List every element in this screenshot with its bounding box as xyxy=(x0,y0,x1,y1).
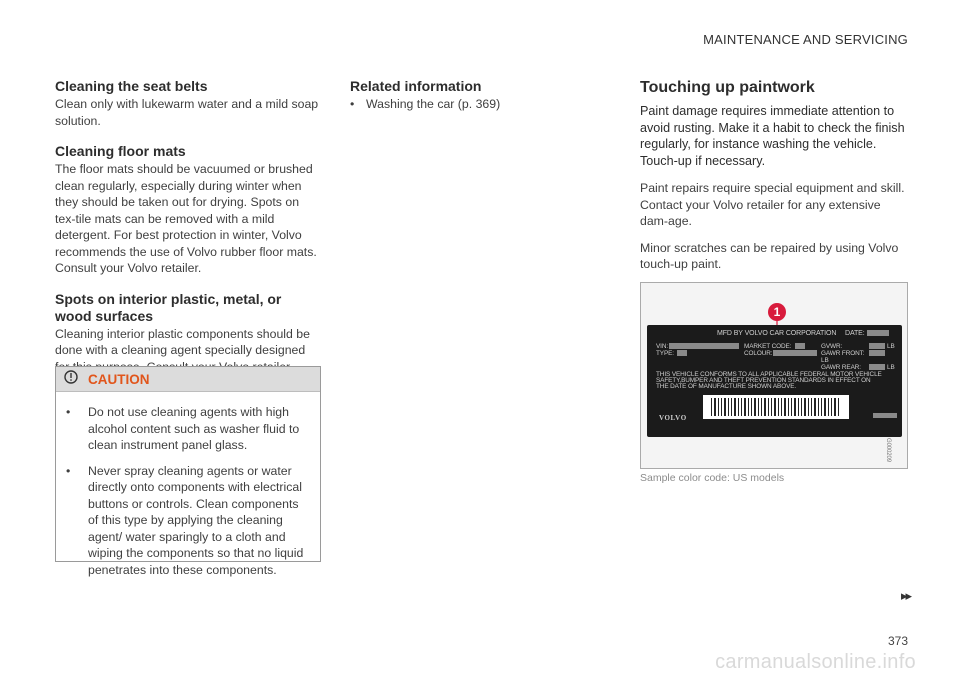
gvwr-field xyxy=(869,343,885,349)
seat-belts-heading: Cleaning the seat belts xyxy=(55,78,208,94)
caution-box xyxy=(55,366,321,577)
color-code-figure xyxy=(640,282,908,469)
barcode-bars xyxy=(703,395,849,419)
floor-mats-heading: Cleaning floor mats xyxy=(55,143,186,159)
next-page-icon[interactable]: ▸▸ xyxy=(900,588,910,603)
middle-column xyxy=(350,78,600,120)
paint-repairs-paragraph: Paint repairs require special equipment and skill. Contact your Volvo retailer for any extensive dam-age. xyxy=(640,181,905,228)
caution-header xyxy=(56,367,320,392)
section-header: MAINTENANCE AND SERVICING xyxy=(703,32,908,47)
date-field xyxy=(867,330,889,336)
lb-unit: LB xyxy=(887,343,895,350)
serial-field xyxy=(873,413,897,418)
caution-item: • Do not use cleaning agents with high alcohol content such as washer fluid to clean instrument panel glass. xyxy=(66,405,300,452)
interior-spots-body: Cleaning interior plastic components should be done with a cleaning agent specially designed xyxy=(55,326,310,357)
mfd-text: MFD BY VOLVO CAR CORPORATION xyxy=(717,330,837,337)
caution-title: CAUTION xyxy=(88,371,150,387)
market-code-field xyxy=(795,343,805,349)
floor-mats-body: The floor mats should be vacuumed or brushed clean regularly, especially during winter when they should be taken out for drying. Spots on tex-tile mats can be removed with a mild detergent. For best protection in winter, Volvo recommends the use of Volvo rubber floor mats. Consult your Volvo retailer. xyxy=(55,162,317,275)
gawr-rear-text: GAWR REAR: xyxy=(821,364,861,371)
callout-marker: 1 xyxy=(768,303,786,321)
colour-field xyxy=(773,350,817,356)
colour-text: COLOUR: xyxy=(744,350,773,357)
type-field xyxy=(677,350,687,356)
vin-text: VIN: xyxy=(656,343,669,350)
gawr-front-text: GAWR FRONT: xyxy=(821,350,865,357)
vehicle-label-plate xyxy=(647,325,902,437)
watermark: carmanualsonline.info xyxy=(715,651,916,673)
date-text: DATE: xyxy=(845,330,865,337)
gawr-rear-field xyxy=(869,364,885,370)
figure-id: G000209 xyxy=(885,438,891,462)
right-column xyxy=(640,78,908,312)
lb-unit: LB xyxy=(887,364,895,371)
related-info-heading: Related information xyxy=(350,78,482,94)
market-code-text: MARKET CODE: xyxy=(744,343,792,350)
type-text: TYPE: xyxy=(656,350,674,357)
caution-item: • Never spray cleaning agents or water directly onto components with electrical buttons or controls. Clean components of this type by applying the cleaning agent/ water sparingly to a cloth and wiping the components so that no liquid penetrates into these components. xyxy=(66,463,304,577)
interior-spots-heading: Spots on interior plastic, metal, or wood surfaces xyxy=(55,290,282,324)
lb-unit: LB xyxy=(821,357,829,364)
minor-scratches-paragraph: Minor scratches can be repaired by using Volvo touch-up paint. xyxy=(640,240,899,271)
page-number: 373 xyxy=(887,634,908,648)
vin-field xyxy=(669,343,739,349)
touch-up-lead: Paint damage requires immediate attention to avoid rusting. Make it a habit to check the finish regularly, for instance washing the vehicle. Touch-up if necessary. xyxy=(640,104,905,168)
gawr-front-field xyxy=(869,350,885,356)
conformity-line-2: SAFETY,BUMPER AND THEFT PREVENTION STANDARDS IN EFFECT ON xyxy=(656,377,871,384)
figure-caption: Sample color code: US models xyxy=(640,472,785,484)
warning-circle-icon xyxy=(64,370,78,389)
left-column xyxy=(55,78,321,385)
touch-up-heading: Touching up paintwork xyxy=(640,79,815,96)
gvwr-text: GVWR: xyxy=(821,343,843,350)
conformity-line-1: THIS VEHICLE CONFORMS TO ALL APPLICABLE FEDERAL MOTOR VEHICLE xyxy=(656,371,882,378)
barcode xyxy=(703,395,849,419)
seat-belts-body: Clean only with lukewarm water and a mild soap solution. xyxy=(55,97,319,128)
related-link[interactable]: • Washing the car (p. 369) xyxy=(350,97,501,111)
volvo-logo: VOLVO xyxy=(659,414,687,422)
conformity-line-3: THE DATE OF MANUFACTURE SHOWN ABOVE. xyxy=(656,383,797,390)
